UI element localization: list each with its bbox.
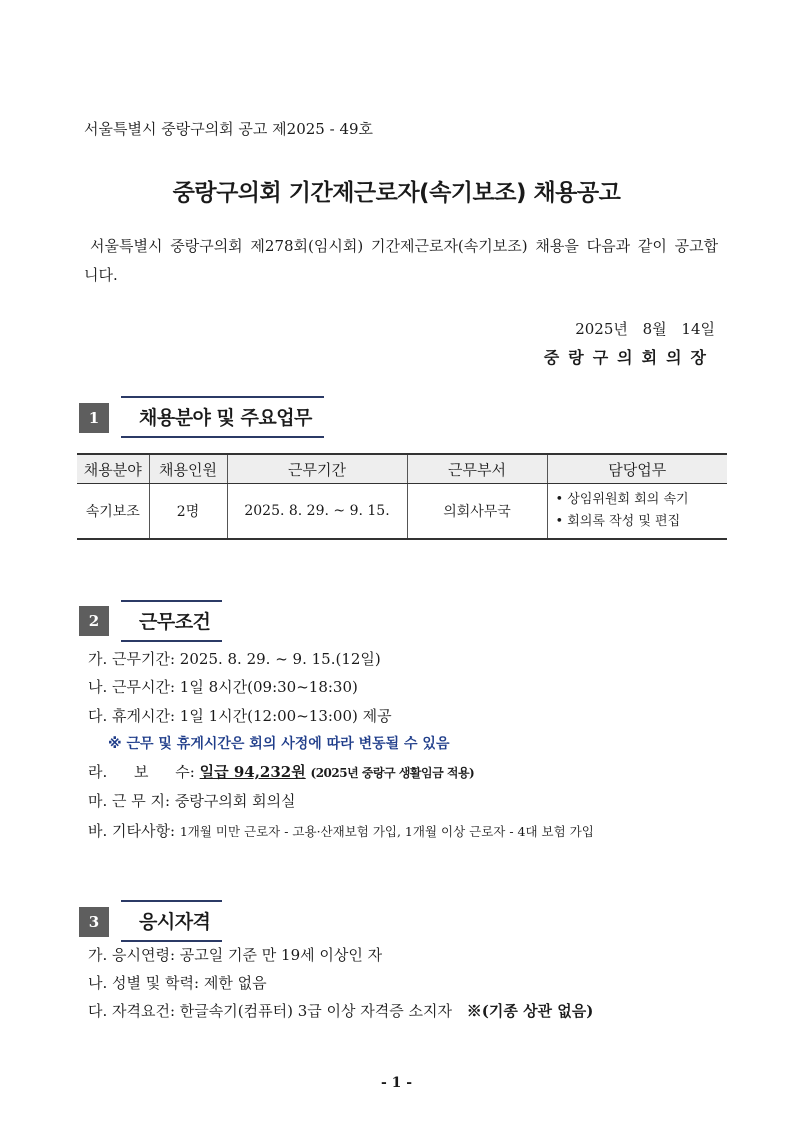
section-2-title: 근무조건 [121,600,222,642]
etc-line [88,820,594,841]
section-3-title: 응시자격 [121,900,222,942]
page-title: 중랑구의회 기간제근로자(속기보조) 채용공고 [172,180,621,206]
table-header: 근무부서 [407,454,547,484]
etc-label: 바. 기타사항: [88,822,176,840]
etc-text: 1개월 미만 근로자 - 고용·산재보험 가입, 1개월 이상 근로자 - 4대 보험 가입 [179,824,594,839]
table-header: 채용인원 [149,454,227,484]
table-cell-duties [547,484,727,540]
duty-item: • 상임위원회 회의 속기 [555,492,689,507]
signer: 중랑구의회의장 [543,348,715,367]
certification-line [88,1000,593,1021]
pay-label: 라. 보 수: [88,763,195,781]
table-cell-count: 2명 [149,484,227,540]
age-requirement: 가. 응시연령: 공고일 기준 만 19세 이상인 자 [88,946,383,964]
certification-note: ※(기종 상관 없음) [466,1002,594,1020]
section-3-number: 3 [79,907,109,937]
table-header: 근무기간 [227,454,407,484]
notice-date: 2025년 8월 14일 [575,320,715,338]
gender-education: 나. 성별 및 학력: 제한 없음 [88,974,267,992]
table-cell-period: 2025. 8. 29. ~ 9. 15. [227,484,407,540]
work-location: 마. 근 무 지: 중랑구의회 회의실 [88,792,296,810]
table-row [77,484,727,540]
work-period: 가. 근무기간: 2025. 8. 29. ~ 9. 15.(12일) [88,650,381,668]
pay-line [88,761,474,782]
section-1-number: 1 [79,403,109,433]
table-header-row [77,454,727,484]
certification-text: 다. 자격요건: 한글속기(컴퓨터) 3급 이상 자격증 소지자 [88,1002,452,1020]
pay-note: (2025년 중랑구 생활임금 적용) [310,766,475,780]
break-time: 다. 휴게시간: 1일 1시간(12:00~13:00) 제공 [88,707,392,725]
table-header: 담당업무 [547,454,727,484]
pay-amount: 일급 94,232원 [199,763,306,781]
table-cell-field: 속기보조 [77,484,149,540]
table-header: 채용분야 [77,454,149,484]
page-number: - 1 - [380,1075,413,1091]
section-1-title: 채용분야 및 주요업무 [121,396,324,438]
duty-item: • 회의록 작성 및 편집 [555,514,681,529]
section-2-number: 2 [79,606,109,636]
hours-note: ※ 근무 및 휴게시간은 회의 사정에 따라 변동될 수 있음 [108,736,450,752]
job-table [77,453,727,540]
work-hours: 나. 근무시간: 1일 8시간(09:30~18:30) [88,678,358,696]
notice-number: 서울특별시 중랑구의회 공고 제2025 - 49호 [84,120,374,138]
table-cell-dept: 의회사무국 [407,484,547,540]
intro-paragraph: 서울특별시 중랑구의회 제278회(임시회) 기간제근로자(속기보조) 채용을 다음과 같이 공고합니다. [84,237,719,284]
